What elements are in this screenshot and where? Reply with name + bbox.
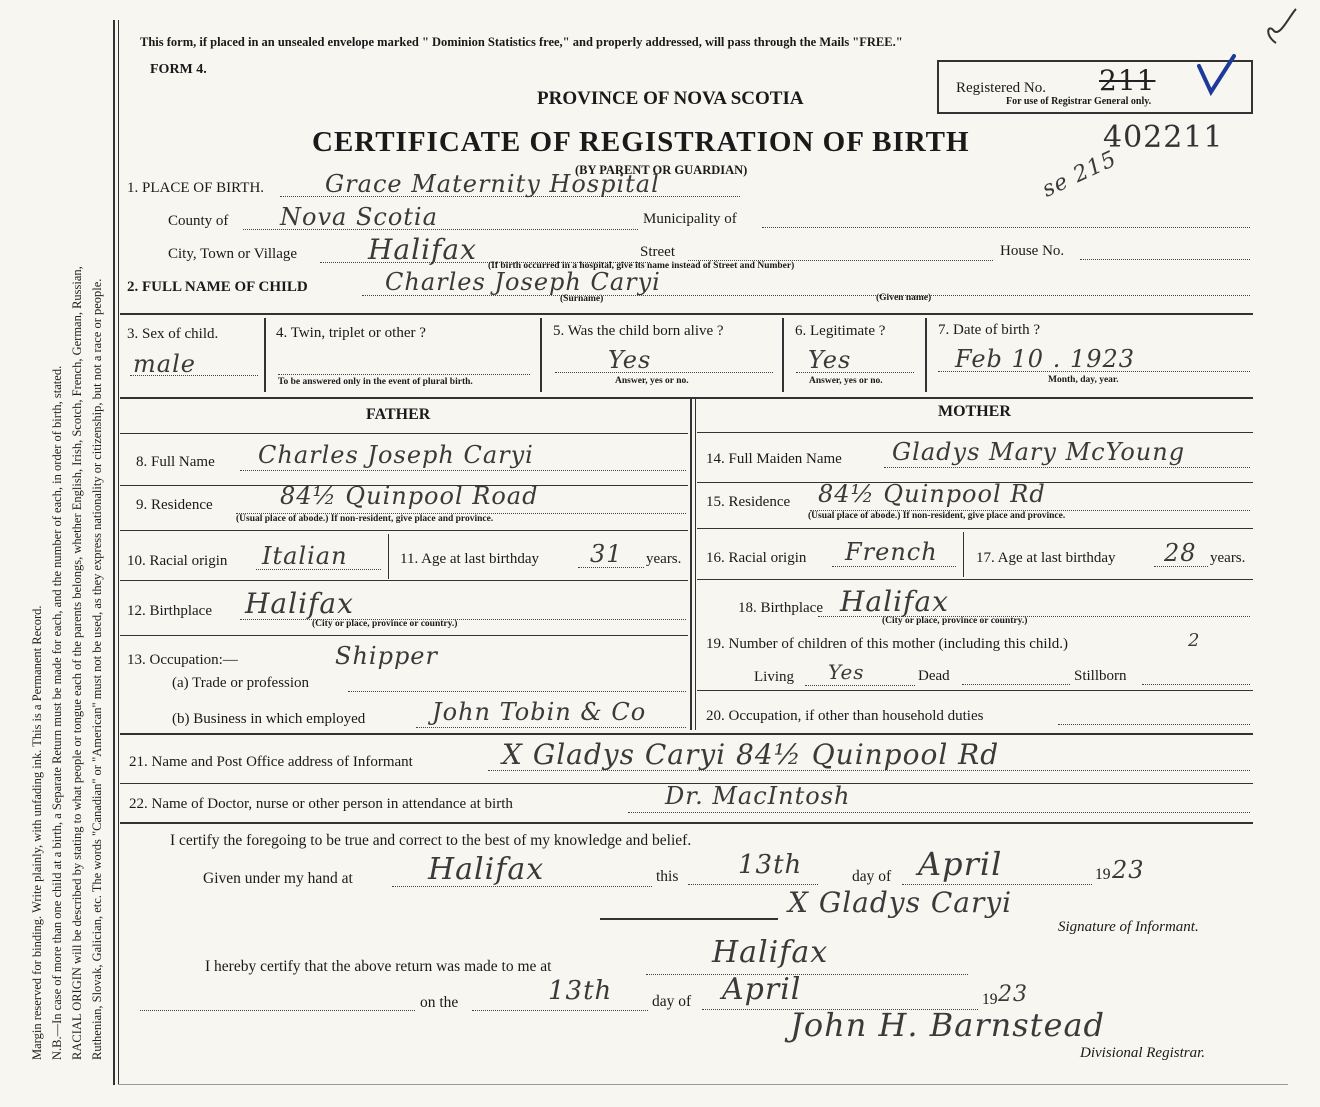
margin-note-1: Margin reserved for binding. Write plainly, with unfading ink. This is a Permanent Record. bbox=[30, 605, 44, 1060]
certificate-subtitle: (BY PARENT OR GUARDIAN) bbox=[575, 163, 748, 177]
born-alive-label: 5. Was the child born alive ? bbox=[553, 323, 724, 339]
registrar-statement: I hereby certify that the above return was made to me at bbox=[205, 958, 552, 975]
form-number: FORM 4. bbox=[150, 62, 207, 77]
city-label: City, Town or Village bbox=[168, 246, 298, 262]
informant-value: X Gladys Caryi 84½ Quinpool Rd bbox=[502, 738, 1000, 771]
registrar-signature: John H. Barnstead bbox=[790, 1006, 1106, 1044]
mother-occupation-label: 20. Occupation, if other than household duties bbox=[706, 708, 984, 724]
given-place-value: Halifax bbox=[428, 852, 545, 887]
mother-birthplace-value: Halifax bbox=[840, 585, 949, 618]
twin-note: To be answered only in the event of plural birth. bbox=[278, 377, 473, 387]
living-value: Yes bbox=[828, 660, 865, 684]
reg-year-value: 23 bbox=[998, 982, 1028, 1007]
mother-residence-label: 15. Residence bbox=[706, 494, 791, 510]
informant-signature: X Gladys Caryi bbox=[788, 886, 1013, 919]
living-label: Living bbox=[754, 669, 794, 685]
reg-month-value: April bbox=[722, 972, 802, 1007]
house-no-label: House No. bbox=[1000, 243, 1065, 259]
this-label: this bbox=[656, 868, 679, 885]
informant-label: 21. Name and Post Office address of Informant bbox=[129, 754, 413, 770]
registered-box bbox=[937, 60, 1253, 114]
father-birthplace-label: 12. Birthplace bbox=[127, 603, 212, 619]
mother-residence-value: 84½ Quinpool Rd bbox=[818, 480, 1046, 508]
father-name-label: 8. Full Name bbox=[136, 454, 215, 470]
father-occupation-label: 13. Occupation:— bbox=[127, 652, 238, 668]
father-age-label: 11. Age at last birthday bbox=[400, 551, 539, 567]
mother-birthplace-label: 18. Birthplace bbox=[738, 600, 823, 616]
father-residence-note: (Usual place of abode.) If non-resident, give place and province. bbox=[236, 514, 494, 524]
county-label: County of bbox=[168, 213, 229, 229]
dead-label: Dead bbox=[918, 668, 950, 684]
mother-racial-label: 16. Racial origin bbox=[706, 550, 807, 566]
city-value: Halifax bbox=[368, 233, 477, 266]
margin-rule-inner bbox=[118, 20, 119, 1085]
given-name-note: (Given name) bbox=[876, 293, 932, 303]
business-value: John Tobin & Co bbox=[432, 698, 647, 726]
father-birthplace-note: (City or place, province or country.) bbox=[312, 619, 458, 629]
county-value: Nova Scotia bbox=[280, 203, 438, 231]
corner-mark: se 215 bbox=[1038, 146, 1121, 203]
check-mark-icon bbox=[1194, 54, 1239, 104]
place-of-birth-value: Grace Maternity Hospital bbox=[325, 170, 660, 198]
registrar-place-value: Halifax bbox=[712, 935, 829, 970]
father-heading: FATHER bbox=[366, 406, 431, 423]
margin-note-3: RACIAL ORIGIN will be described by stating to what people or tongue each of the parents belongs, whether English, Irish, Scotch, French, German, Russian, bbox=[70, 266, 84, 1060]
sex-value: male bbox=[133, 350, 196, 378]
father-name-value: Charles Joseph Caryi bbox=[258, 441, 534, 469]
reg-year-prefix: 19 bbox=[982, 991, 998, 1008]
street-note: (If birth occurred in a hospital, give its name instead of Street and Number) bbox=[488, 261, 795, 271]
children-count-label: 19. Number of children of this mother (including this child.) bbox=[706, 636, 1069, 652]
registered-label: Registered No. bbox=[956, 80, 1046, 96]
sex-label: 3. Sex of child. bbox=[127, 326, 219, 342]
mother-heading: MOTHER bbox=[938, 403, 1011, 420]
year-prefix: 19 bbox=[1095, 866, 1111, 883]
date-of-birth-value: Feb 10 . 1923 bbox=[955, 345, 1136, 373]
mother-name-value: Gladys Mary McYoung bbox=[892, 438, 1186, 466]
registered-value: 211 bbox=[1099, 64, 1156, 97]
father-age-value: 31 bbox=[590, 540, 623, 568]
mother-racial-value: French bbox=[845, 538, 938, 566]
reg-day-value: 13th bbox=[548, 976, 613, 1006]
father-residence-value: 84½ Quinpool Road bbox=[280, 482, 539, 510]
children-count-value: 2 bbox=[1188, 630, 1201, 651]
certificate-title: CERTIFICATE OF REGISTRATION OF BIRTH bbox=[312, 126, 970, 158]
registrar-label: Divisional Registrar. bbox=[1080, 1045, 1206, 1061]
legitimate-label: 6. Legitimate ? bbox=[795, 323, 886, 339]
legitimate-value: Yes bbox=[808, 346, 852, 374]
mother-age-unit: years. bbox=[1210, 550, 1246, 566]
father-age-unit: years. bbox=[646, 551, 682, 567]
born-alive-note: Answer, yes or no. bbox=[615, 376, 689, 386]
date-of-birth-label: 7. Date of birth ? bbox=[938, 322, 1041, 338]
father-racial-value: Italian bbox=[262, 542, 348, 570]
municipality-label: Municipality of bbox=[643, 211, 737, 227]
place-of-birth-label: 1. PLACE OF BIRTH. bbox=[127, 180, 265, 196]
mother-birthplace-note: (City or place, province or country.) bbox=[882, 616, 1028, 626]
attendant-label: 22. Name of Doctor, nurse or other person in attendance at birth bbox=[129, 796, 513, 812]
trade-label: (a) Trade or profession bbox=[172, 675, 310, 691]
stillborn-label: Stillborn bbox=[1074, 668, 1127, 684]
day-of-label: day of bbox=[852, 868, 892, 885]
mother-name-label: 14. Full Maiden Name bbox=[706, 451, 842, 467]
father-residence-label: 9. Residence bbox=[136, 497, 213, 513]
reg-day-of-label: day of bbox=[652, 993, 692, 1010]
born-alive-value: Yes bbox=[608, 346, 652, 374]
mother-residence-note: (Usual place of abode.) If non-resident, give place and province. bbox=[808, 511, 1066, 521]
province-title: PROVINCE OF NOVA SCOTIA bbox=[537, 88, 804, 109]
margin-note-2: N.B.—In case of more than one child at a birth, a Separate Return must be made for each, and the number of each, in order of birth, stated. bbox=[50, 365, 64, 1060]
registered-note: For use of Registrar General only. bbox=[1006, 96, 1152, 107]
mother-age-label: 17. Age at last birthday bbox=[976, 550, 1116, 566]
date-of-birth-note: Month, day, year. bbox=[1048, 375, 1119, 385]
twin-label: 4. Twin, triplet or other ? bbox=[276, 325, 426, 341]
margin-rule bbox=[113, 20, 115, 1085]
year-value: 23 bbox=[1112, 856, 1145, 884]
informant-signature-label: Signature of Informant. bbox=[1058, 919, 1199, 935]
on-the-label: on the bbox=[420, 994, 459, 1011]
certificate-number: 402211 bbox=[1103, 120, 1224, 155]
father-racial-label: 10. Racial origin bbox=[127, 553, 228, 569]
father-occupation-value: Shipper bbox=[335, 642, 438, 670]
corner-check-icon bbox=[1262, 5, 1302, 50]
street-label: Street bbox=[640, 244, 675, 260]
surname-note: (Surname) bbox=[560, 294, 604, 304]
legitimate-note: Answer, yes or no. bbox=[809, 376, 883, 386]
given-at-label: Given under my hand at bbox=[203, 870, 353, 887]
mother-age-value: 28 bbox=[1164, 539, 1197, 567]
day-value: 13th bbox=[738, 850, 803, 880]
margin-note-4: Ruthenian, Slovak, Galician, etc. The words "Canadian" or "American" must not be used, as they express nationality or citizenship, but not a race or people. bbox=[90, 278, 104, 1060]
month-value: April bbox=[918, 845, 1003, 883]
certify-statement: I certify the foregoing to be true and correct to the best of my knowledge and belief. bbox=[170, 832, 692, 849]
bottom-rule bbox=[118, 1084, 1288, 1085]
father-birthplace-value: Halifax bbox=[245, 587, 354, 620]
child-name-label: 2. FULL NAME OF CHILD bbox=[127, 279, 308, 295]
mail-notice: This form, if placed in an unsealed envelope marked " Dominion Statistics free," and properly addressed, will pass through the Mails "FREE." bbox=[140, 35, 903, 49]
attendant-value: Dr. MacIntosh bbox=[665, 782, 851, 810]
business-label: (b) Business in which employed bbox=[172, 711, 366, 727]
child-name-value: Charles Joseph Caryi bbox=[385, 268, 661, 296]
